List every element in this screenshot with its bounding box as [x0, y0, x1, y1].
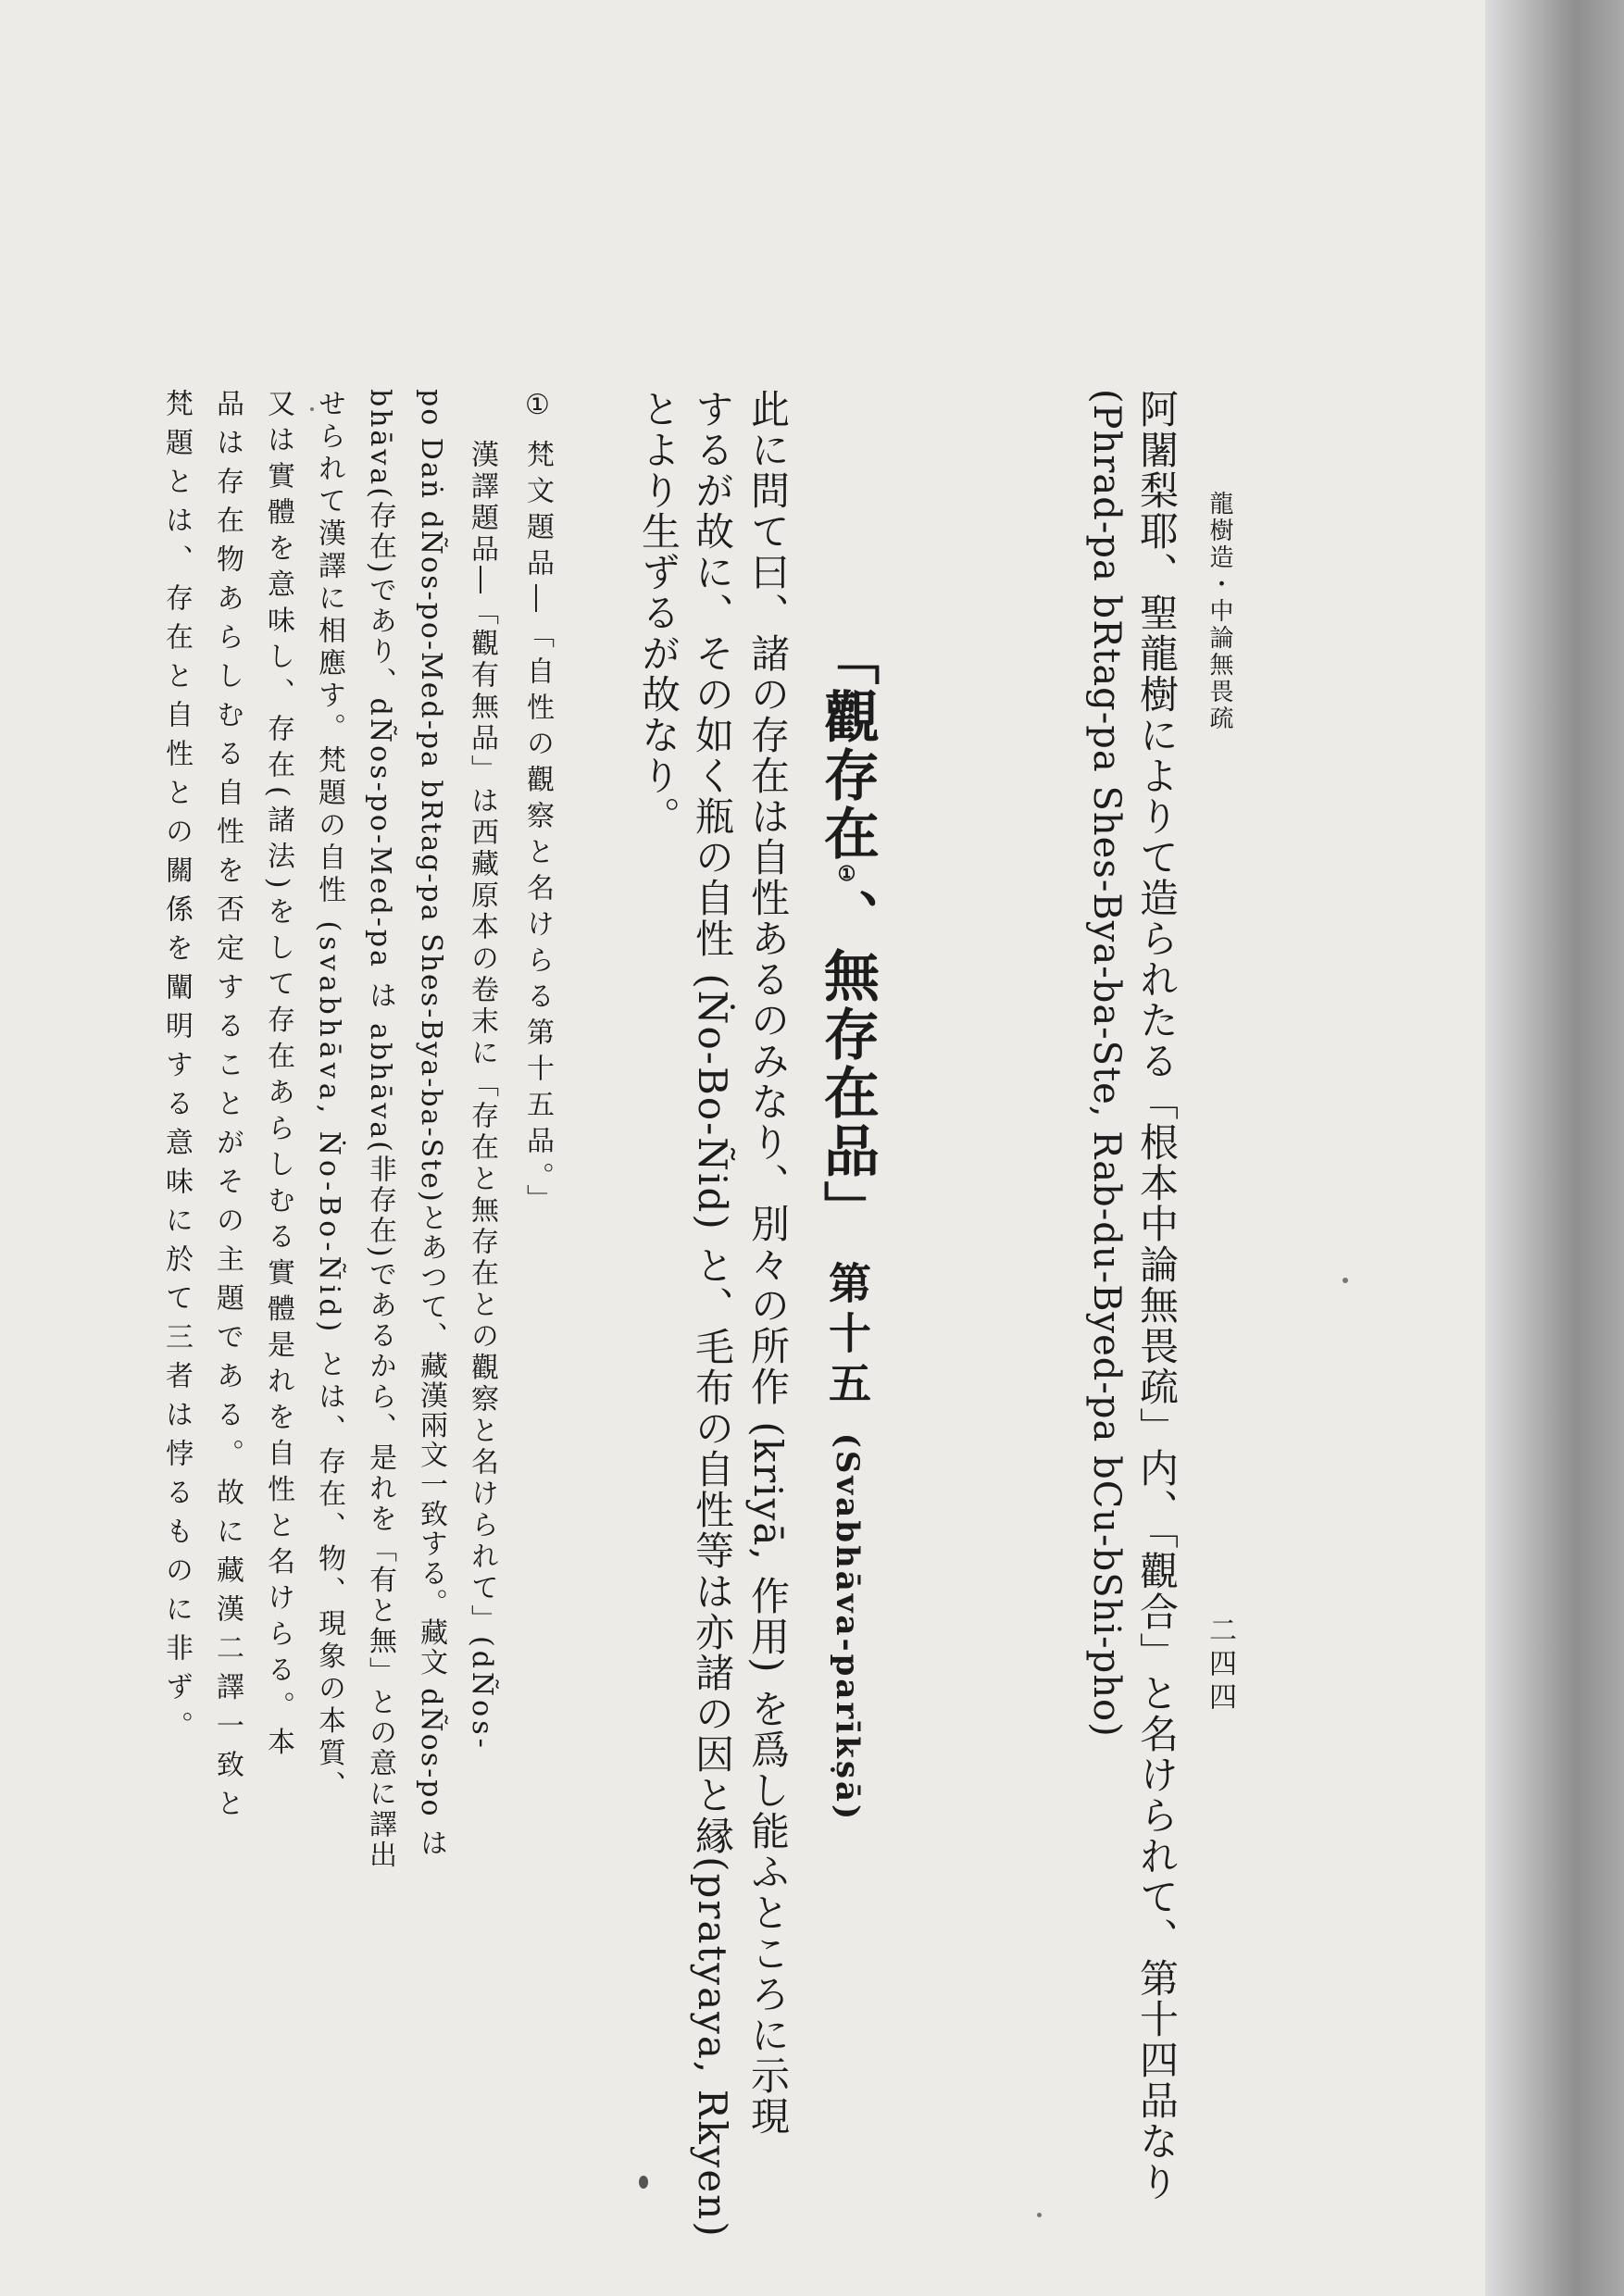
page-number: 二四四	[1204, 1616, 1236, 1716]
chapter-title-open: 「觀存在	[815, 630, 880, 863]
chapter-title-rest: 、無存在品」	[815, 889, 880, 1239]
footnote-marker: ①	[521, 389, 554, 421]
binding-shadow	[1485, 0, 1624, 2296]
footnote-line-2: 漢譯題品―「觀有無品」は西藏原本の卷末に「存在と無存在との觀察と名けられて」(dÑos-	[466, 440, 498, 1752]
speck	[1037, 2213, 1042, 2217]
footnote-line-6: 又は實體を意味し、存在(諸法)をして存在あらしむる實體是れを自性と名けらる。本	[262, 389, 294, 1764]
speck	[639, 2176, 648, 2189]
footnote-ref: ①	[835, 863, 859, 889]
running-title: 龍樹造・中論無畏疏	[1206, 491, 1233, 732]
paragraph-line-1: 此に問て曰、諸の存在は自性あるのみなり、別々の所作 (kriyā, 作用) を爲し能ふところに示現	[745, 389, 791, 2137]
footnote-line-7: 品は存在物あらしむる自性を否定することがその主題である。故に藏漢二譯一致と	[211, 389, 244, 1828]
footnote-line-4: bhāva(存在)であり、dÑos-po-Med-pa は abhāva(非存在)であるから、是れを「有と無」との意に譯出	[364, 389, 396, 1871]
footnote-line-1: 梵文題品―「自性の觀察と名けらる第十五品。」	[521, 440, 554, 1220]
body-line-2: (Phrad-pa bRtag-pa Shes-Bya-ba-Ste, Rab-du-Byed-pa bCu-bShi-pho)	[1085, 389, 1128, 1738]
page	[28, 389, 1236, 2239]
chapter-number: 第十五	[822, 1260, 872, 1411]
footnote-line-5: せられて漢譯に相應す。梵題の自性 (svabhāva, Ṅo-Bo-Ñid) とは、存在、物、現象の本質、	[313, 389, 345, 1803]
paragraph-line-3: とより生ずるが故なり。	[636, 389, 681, 837]
footnote-line-8: 梵題とは、存在と自性との關係を闡明する意味に於て三者は悖るものに非ず。	[160, 389, 193, 1750]
chapter-sanskrit: (Svabhāva-parīkṣā)	[829, 1432, 866, 1823]
footnote-line-3: po Daṅ dÑos-po-Med-pa bRtag-pa Shes-Bya-ba-Ste)とあつて、藏漢兩文一致する。藏文 dÑos-po は	[415, 389, 447, 1859]
chapter-heading	[815, 630, 880, 1823]
body-line-1: 阿闍梨耶、聖龍樹によりて造られたる「根本中論無畏疏」内、「觀合」と名けられて、第十四品なり	[1134, 389, 1180, 2202]
speck	[1343, 1278, 1348, 1283]
paragraph-line-2: するが故に、その如く瓶の自性 (Ṅo-Bo-Ñid) と、毛布の自性等は亦諸の因と縁(pratyaya, Rkyen)	[690, 389, 735, 2239]
